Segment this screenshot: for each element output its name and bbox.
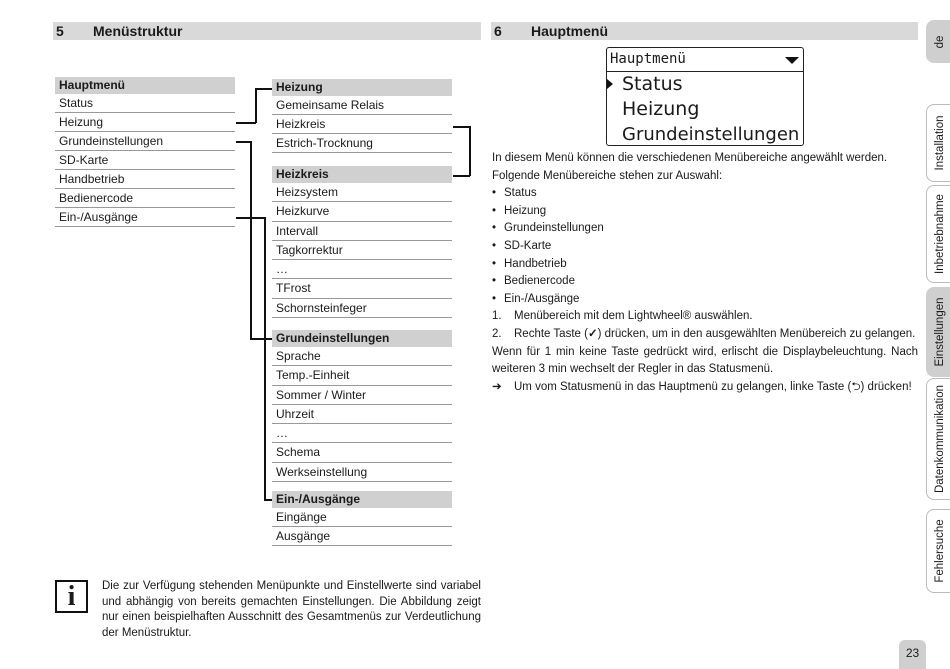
chapter-tab-datenkommunikation[interactable]: [926, 378, 950, 500]
connector-line: [453, 126, 470, 128]
menu-box-ein-ausgaenge: [272, 491, 452, 546]
menu-item: Tagkorrektur: [272, 241, 452, 260]
menu-box-grundeinstellungen: [272, 330, 452, 482]
page-number: 23: [899, 640, 926, 669]
chapter-tab-einstellungen[interactable]: [926, 287, 950, 377]
back-key-icon: ⮌: [851, 380, 861, 393]
chapter-tab-installation[interactable]: [926, 104, 950, 182]
menu-box-hauptmenu: [55, 77, 235, 227]
chapter-tab-fehlersuche[interactable]: [926, 509, 950, 593]
bullet-item: • Handbetrieb: [492, 256, 918, 274]
checkmark-key-icon: ✓: [587, 327, 598, 340]
lcd-item-selected: Status: [607, 72, 803, 97]
menu-item: TFrost: [272, 279, 452, 298]
chapter-tab-label: Installation: [933, 115, 946, 171]
section-header-menustruktur: [53, 22, 481, 40]
info-icon: i: [55, 580, 88, 613]
lcd-display: [606, 47, 804, 146]
chapter-tab-inbetriebnahme[interactable]: [926, 185, 950, 283]
connector-line: [264, 217, 266, 500]
connector-line: [236, 141, 251, 143]
menu-item: …: [272, 424, 452, 443]
menu-item: Temp.-Einheit: [272, 366, 452, 385]
menu-item: Grundeinstellungen: [55, 132, 235, 151]
section-title: Hauptmenü: [531, 23, 608, 39]
bullet-item: • Status: [492, 185, 918, 203]
menu-item: Heizkreis: [272, 115, 452, 134]
menu-item: …: [272, 260, 452, 279]
menu-box-title: Grundeinstellungen: [272, 330, 452, 347]
menu-item: Heizsystem: [272, 183, 452, 202]
connector-line: [236, 217, 265, 219]
menu-item: Ausgänge: [272, 527, 452, 546]
connector-line: [264, 499, 272, 501]
menu-box-heizung: [272, 79, 452, 153]
connector-line: [250, 338, 272, 340]
menu-item: Schornsteinfeger: [272, 299, 452, 318]
connector-line: [255, 88, 272, 90]
connector-line: [236, 122, 256, 124]
menu-item: Ein-/Ausgänge: [55, 208, 235, 227]
paragraph: In diesem Menü können die verschiedenen Menübereiche angewählt werden.: [492, 152, 888, 164]
paragraph: Folgende Menübereiche stehen zur Auswahl:: [492, 169, 723, 182]
chapter-tab-label: Einstellungen: [933, 297, 946, 367]
section-header-hauptmenu: [491, 22, 918, 40]
menu-box-heizkreis: [272, 166, 452, 318]
connector-line: [469, 126, 471, 176]
chapter-tab-label: Inbetriebnahme: [933, 194, 946, 274]
info-note: Die zur Verfügung stehenden Menüpunkte und Einstellwerte sind variabel und abhängig von bereits gemachten Einstellungen. Die Abbildung zeigt nur einen beispielhaften Ausschnitt des Gesamtmenüs zur Verdeutlichung der Menüstruktur.: [102, 580, 481, 639]
step-2: 2. Rechte Taste (✓) drücken, um in den ausgewählten Menübereich zu gelangen.: [492, 327, 916, 340]
menu-item: Handbetrieb: [55, 170, 235, 189]
menu-item: Heizung: [55, 113, 235, 132]
menu-item: Gemeinsame Relais: [272, 96, 452, 115]
menu-item: Heizkurve: [272, 202, 452, 221]
arrow-right-icon: ➔: [492, 380, 502, 393]
chapter-tab-label: de: [933, 35, 946, 48]
menu-box-title: Heizkreis: [272, 166, 452, 183]
bullet-item: • Ein-/Ausgänge: [492, 291, 918, 309]
lcd-item: Grundeinstellungen: [622, 124, 800, 145]
menu-item: Intervall: [272, 222, 452, 241]
paragraph: Wenn für 1 min keine Taste gedrückt wird, erlischt die Displaybeleuchtung. Nach weiteren 3 min wechselt der Regler in das Statusmenü.: [492, 345, 918, 376]
menu-item: Sprache: [272, 347, 452, 366]
menu-item: Eingänge: [272, 508, 452, 527]
menu-item: Werkseinstellung: [272, 463, 452, 482]
chapter-tab-label: Datenkommunikation: [933, 384, 946, 494]
menu-item: Estrich-Trocknung: [272, 134, 452, 153]
connector-line: [453, 175, 470, 177]
connector-line: [255, 88, 257, 123]
lcd-header-label: Hauptmenü: [610, 51, 686, 67]
menu-item: Bedienercode: [55, 189, 235, 208]
menu-item: Status: [55, 94, 235, 113]
bullet-item: • Heizung: [492, 203, 918, 221]
menu-item: Sommer / Winter: [272, 386, 452, 405]
section-title: Menüstruktur: [93, 23, 183, 39]
section-number: 5: [56, 23, 64, 39]
lcd-header: [607, 48, 803, 72]
menu-item: SD-Karte: [55, 151, 235, 170]
chapter-tab-de[interactable]: [926, 20, 950, 63]
menu-box-title: Heizung: [272, 79, 452, 96]
connector-line: [250, 141, 252, 339]
lcd-item: Heizung: [622, 98, 700, 120]
step-1: 1. Menübereich mit dem Lightwheel® auswählen.: [492, 310, 753, 323]
dropdown-triangle-icon: [785, 57, 799, 64]
body-text: [492, 150, 918, 396]
section-number: 6: [494, 23, 502, 39]
chapter-tab-label: Fehlersuche: [933, 519, 946, 583]
tip: ➔ Um vom Statusmenü in das Hauptmenü zu gelangen, linke Taste (⮌) drücken!: [492, 379, 918, 397]
cursor-arrow-icon: [607, 79, 613, 89]
menu-item: Schema: [272, 443, 452, 462]
bullet-item: • Bedienercode: [492, 273, 918, 291]
menu-box-title: Ein-/Ausgänge: [272, 491, 452, 508]
menu-box-title: Hauptmenü: [55, 77, 235, 94]
bullet-list: [492, 185, 918, 308]
menu-item: Uhrzeit: [272, 405, 452, 424]
bullet-item: • SD-Karte: [492, 238, 918, 256]
bullet-item: • Grundeinstellungen: [492, 220, 918, 238]
